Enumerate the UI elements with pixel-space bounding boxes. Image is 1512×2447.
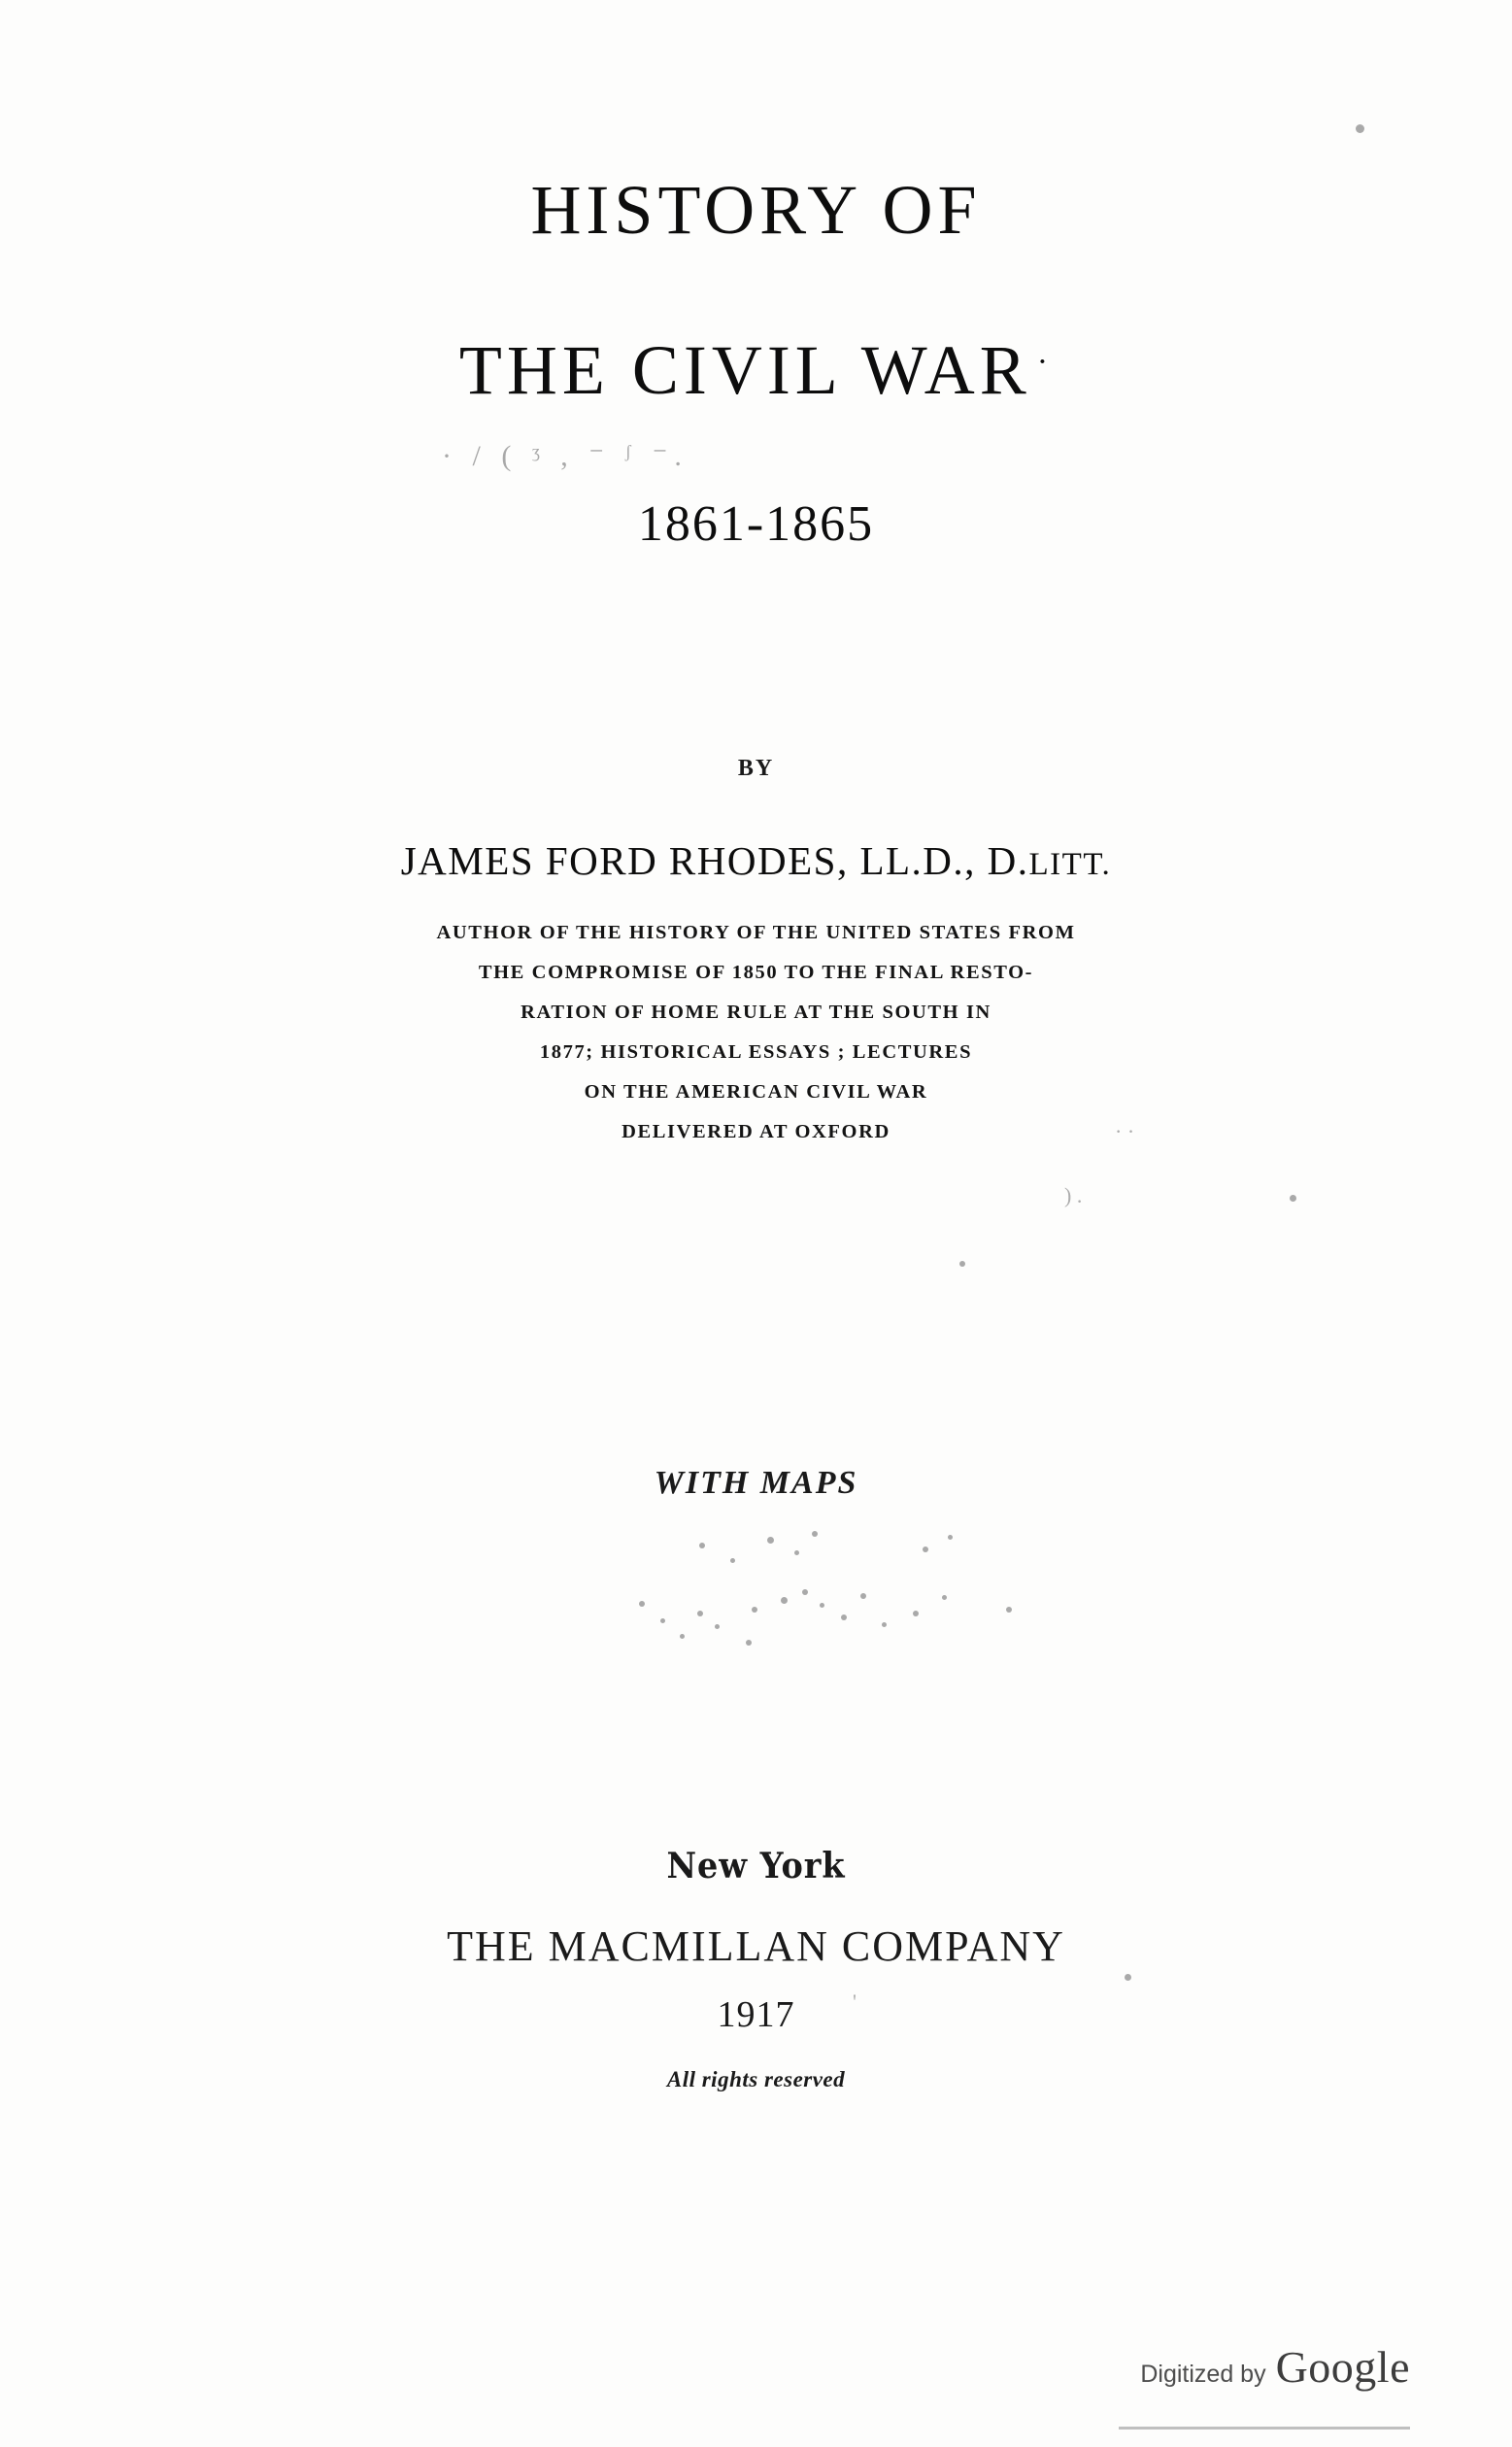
scan-mark-apostrophe: ': [853, 1989, 857, 2014]
credentials-line: ON THE AMERICAN CIVIL WAR: [584, 1081, 928, 1103]
with-maps-note: WITH MAPS: [654, 1465, 858, 1501]
credentials-line: DELIVERED AT OXFORD: [622, 1121, 890, 1142]
scan-speck: [1125, 1974, 1131, 1981]
credentials-line: 1877; HISTORICAL ESSAYS ; LECTURES: [539, 1041, 973, 1063]
author-name-text: JAMES FORD RHODES, LL.D., D.: [400, 838, 1029, 883]
scan-speckle-cluster: [622, 1525, 1078, 1661]
publication-year: 1917: [717, 1994, 795, 2035]
footer-divider: [1119, 2427, 1410, 2430]
handwritten-smudge: · / ( ᶾ , ⁻ ᶴ ⁻.: [442, 440, 689, 472]
credentials-line: THE COMPROMISE OF 1850 TO THE FINAL RESTO-: [478, 962, 1034, 983]
scan-speck: [1290, 1195, 1296, 1202]
title-trailing-mark: ·: [1036, 344, 1054, 380]
author-name: [0, 837, 1512, 884]
scan-mark-right-upper: · ·: [1115, 1119, 1135, 1143]
digitized-by-google-footer: [1140, 2341, 1410, 2393]
digitized-by-label: Digitized by: [1140, 2361, 1266, 2388]
rights-statement: All rights reserved: [666, 2067, 846, 2091]
publication-city: New York: [666, 1846, 846, 1886]
author-degree-suffix: LITT.: [1028, 847, 1112, 882]
by-label: BY: [737, 756, 775, 781]
google-wordmark: Google: [1275, 2342, 1410, 2392]
credentials-line: RATION OF HOME RULE AT THE SOUTH IN: [521, 1002, 991, 1023]
author-credentials: [0, 913, 1512, 1152]
book-title-line-2-text: THE CIVIL WAR: [458, 331, 1031, 409]
scan-speck: [959, 1261, 965, 1267]
book-title-line-1: HISTORY OF: [530, 171, 982, 249]
book-title-line-2: [0, 330, 1512, 411]
scan-mark-paren: ) .: [1064, 1183, 1083, 1207]
scan-speck: [1356, 124, 1364, 133]
book-date-range: 1861-1865: [637, 496, 875, 552]
credentials-line: AUTHOR OF THE HISTORY OF THE UNITED STATES FROM: [436, 922, 1076, 943]
publisher-name: THE MACMILLAN COMPANY: [447, 1922, 1065, 1970]
